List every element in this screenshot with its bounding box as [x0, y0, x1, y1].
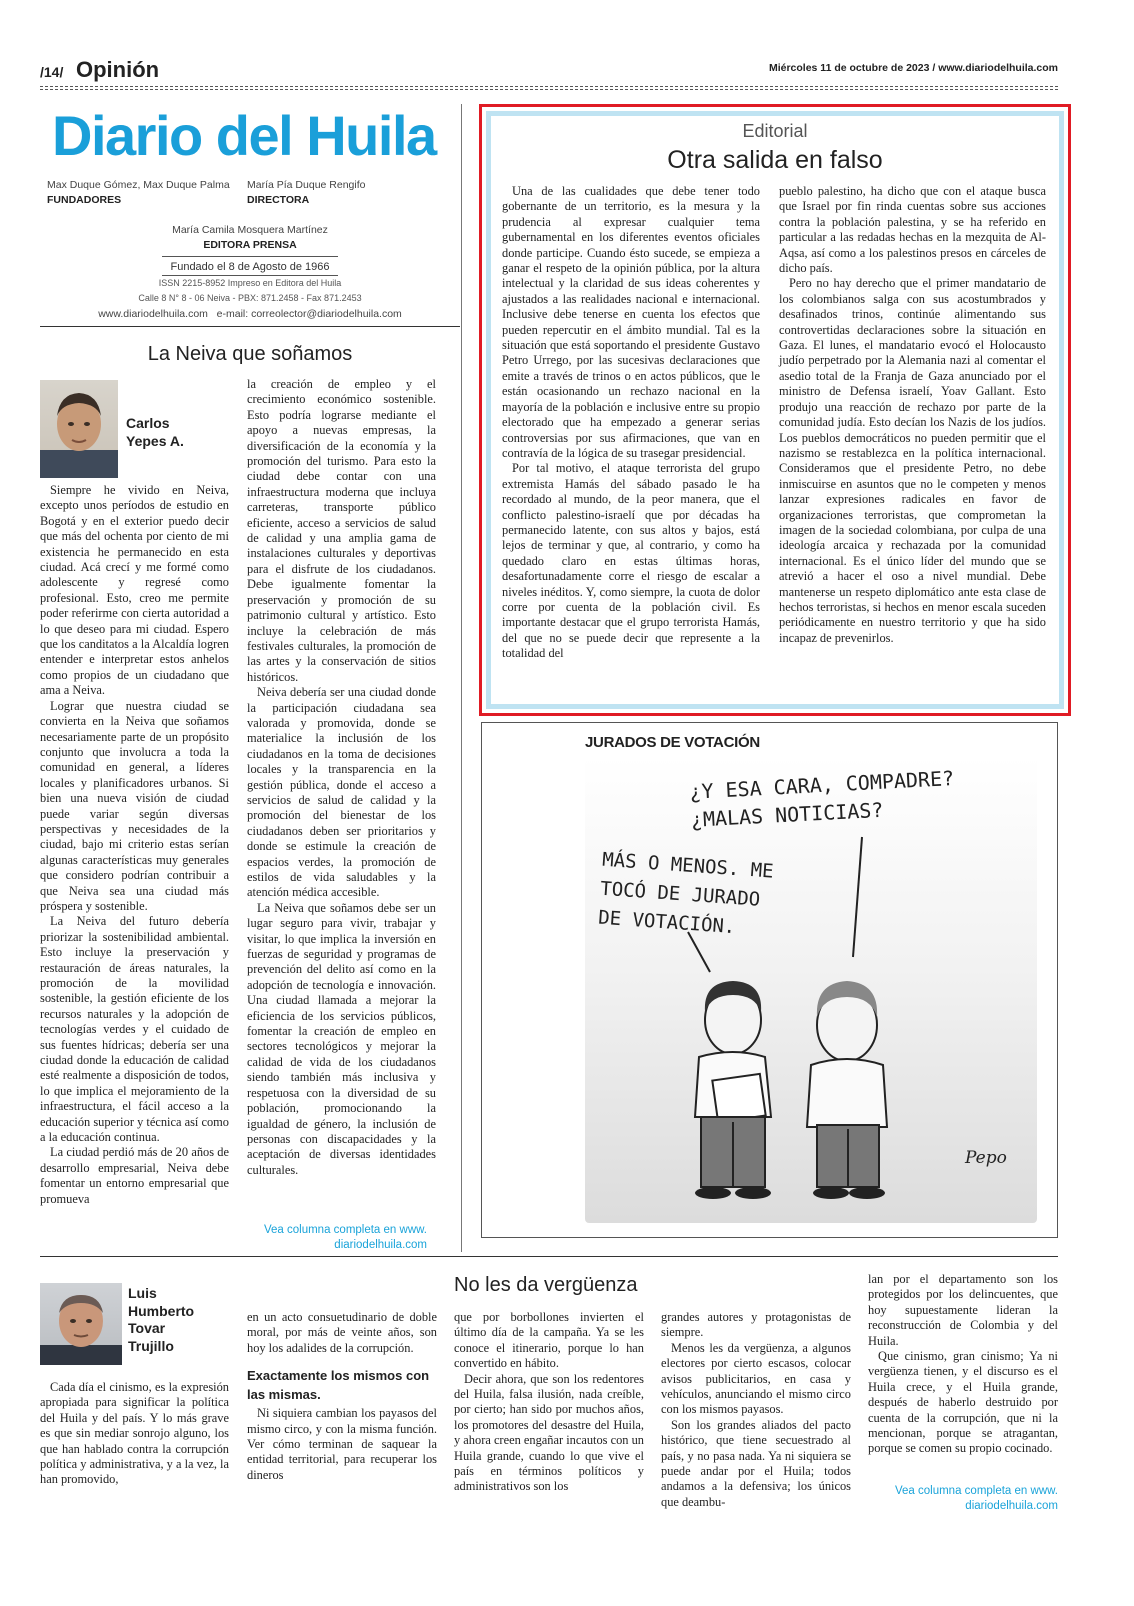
section-bottom-rule	[40, 1256, 1058, 1257]
paragraph: La Neiva del futuro debería priorizar la sostenibilidad ambiental. Esto incluye la preservación y restauración de áreas naturales, la promoción de la movilidad sostenible, la gestión eficiente de los recursos naturales y la adopción de tecnologías verdes y el cuidado de sus fuentes hídricas; debería ser una ciudad donde la educación de calidad esté realmente a disposición de todos, lo que implica el mejoramiento de la infraestructura, el fácil acceso a la educación superior y técnica así como a la educación continua.	[40, 914, 229, 1145]
paragraph: La Neiva que soñamos debe ser un lugar seguro para vivir, trabajar y visitar, lo que implica la inversión en fuerzas de seguridad y programas de prevención del delito así como en la adopción de tecnología e innovación. Una ciudad llamada a mejorar la eficiencia de los servicios públicos, fomentar la creación de empleo en sectores tecnológicos y mejorar la calidad de vida de los ciudadanos siendo también más inclusiva y respetuosa con la diversidad de su población, promocionando la igualdad de género, la inclusión de personas con discapacidades y la aceptación de diversas identidades culturales.	[247, 900, 436, 1177]
paragraph: Cada día el cinismo, es la expresión apropiada para significar la política del Huila y del país. Y lo más grave es que sin mediar sonrojo alguno, los que han hablado contra la corrupción política y administrativa, y a la vez, la han promovido,	[40, 1380, 229, 1487]
web-email-line: www.diariodelhuila.com e-mail: correolector@diariodelhuila.com	[98, 308, 402, 320]
column-separator	[461, 104, 462, 1252]
paragraph: Una de las cualidades que debe tener todo gobernante de un territorio, es la mesura y la prudencia al expresar cualquier tema gubernamental en los diferentes eventos oficiales donde participe. Cuando ésto sucede, se empieza a ganar el respeto de la opinión pública, por la altura intelectual y la claridad de sus ideas coherentes y ajustados a las realidades nacional e internacional. Inclusive debe tenerse en cuenta los efectos que pueden repercutir en el ámbito mundial. Tal es la situación que está soportando el presidente Gustavo Petro Urrego, por las sucesivas declaraciones que emite a través de trinos o en actos públicos, que le están ocasionando un rechazo nacional en la mayoría de la población e inclusive entre su propio electorado que ha empezado a generar serias controversias por sus afirmaciones, que van en contravía de la lógica de su trasegar presidencial.	[502, 184, 760, 460]
paragraph: pueblo palestino, ha dicho que con el ataque busca que Israel por fin rinda cuentas sobre sus acciones contra la población palestina, y se ha referido en particular a las redadas hechas en la mezquita de Al-Aqsa, así como a los palestinos presos en cárceles de dicho país.	[779, 184, 1046, 276]
editorial-kicker: Editorial	[742, 121, 808, 141]
editorial-title: Otra salida en falso	[667, 146, 883, 174]
paragraph: lan por el departamento son los protegidos por los delincuentes, que hoy supuestamente lideran la reconstrucción de Colombia y del Huila.	[868, 1272, 1058, 1348]
column-title: La Neiva que soñamos	[147, 343, 353, 365]
column2-text-d	[661, 1310, 851, 1510]
masthead-divider	[162, 256, 338, 257]
paragraph: Menos les da vergüenza, a algunos electores por cierto escasos, colocar avisos publicitarios, en casa y vehículos, anunciando el mismo circo con los mismos payasos.	[661, 1340, 851, 1417]
column2-text-b	[247, 1310, 437, 1483]
address-line: Calle 8 N° 8 - 06 Neiva - PBX: 871.2458 - Fax 871.2453	[138, 293, 362, 303]
paragraph: grandes autores y protagonistas de siempre.	[661, 1310, 851, 1340]
paragraph: que por borbollones invierten el último día de la campaña. Ya se les conoce el itinerario, porque lo han convertido en hábito.	[454, 1310, 644, 1371]
speech-bubble-question: ¿Y ESA CARA, COMPADRE? ¿MALAS NOTICIAS?	[688, 766, 955, 832]
director-label: DIRECTORA	[247, 194, 310, 206]
issn-line: ISSN 2215-8952 Impreso en Editora del Huila	[158, 278, 342, 288]
founders-names: Max Duque Gómez, Max Duque Palma	[47, 179, 230, 191]
author-name-2: Luis Humberto Tovar Trujillo	[128, 1285, 195, 1354]
subheading: Exactamente los mismos con las mismas.	[247, 1368, 430, 1403]
paragraph: Por tal motivo, el ataque terrorista del grupo extremista Hamás del sábado pasado le ha recordado al mundo, de la peor manera, que el conflicto palestino-israelí que por décadas ha permanecido latente, con sus altos y bajos, está lejos de terminar y que, al contrario, y como ha quedado claro en estas últimas horas, desafortunadamente corre el riesgo de escalar a niveles inéditos. Y, como siempre, la cuota de dolor corre por cuenta de la población civil. Es importante destacar que el grupo terrorista Hamás, del que no se puede decir que represente a la totalidad del	[502, 461, 760, 661]
editor-label: EDITORA PRENSA	[203, 239, 297, 251]
newspaper-logo: Diario del Huila	[52, 104, 436, 167]
paragraph: en un acto consuetudinario de doble moral, por más de veinte años, son hoy los adalides de la corrupción.	[247, 1310, 437, 1355]
author-photo-2	[40, 1283, 122, 1365]
column1-text-a	[40, 483, 229, 1207]
column2-text-c	[454, 1310, 644, 1495]
column1-text-b	[247, 377, 436, 1178]
column2-title: No les da vergüenza	[454, 1274, 638, 1296]
founded-date: Fundado el 8 de Agosto de 1966	[170, 261, 330, 273]
editorial-text-a	[502, 184, 760, 662]
paragraph: Ni siquiera cambian los payasos del mismo circo, y con la misma función. Ver cómo terminan de saquear la entidad territorial, para recuperar los dineros	[247, 1406, 437, 1482]
column2-text-a	[40, 1380, 229, 1488]
masthead-divider-2	[162, 275, 338, 276]
paragraph: Que cinismo, gran cinismo; Ya ni vergüenza tienen, y el discurso es el Huila crece, y el Huila grande, después de haberlo destruido por cuenta de la corrupción, que ni la mencionan, porque se atragantan, porque se comen su propio cocinado.	[868, 1349, 1058, 1456]
speech-bubble-answer: MÁS O MENOS. ME TOCÓ DE JURADO DE VOTACIÓN.	[597, 848, 775, 939]
paragraph: Pero no hay derecho que el primer mandatario de los colombianos salga con sus acostumbrados y desafinados trinos, continúe alimentando sus controvertidas declaraciones sobre la situación en Gaza. El lunes, el mandatario evocó el Holocausto judío perpetrado por la Alemania nazi al comentar el asedio total de la Franja de Gaza anunciado por el ministro de Defensa israelí, Yoav Gallant. Esto produjo una reacción de rechazo por parte de la comunidad judía. Esto decían los Nazis de los judíos. Los pueblos democráticos no pueden permitir que el nazismo se restablezca en la política internacional. Consideramos que el presidente Petro, no debe inmiscuirse en asuntos que no le competen y menos lanzar expresiones radicales en favor de organizaciones terroristas, que comprometan la imagen de la sociedad colombiana, por culpa de una ideología arcaica y rechazada por la comunidad internacional. Es el único líder del mundo que se atrevió a hacer el oso a nivel mundial. Debe mantenerse un respeto diplomático ante esta clase de hechos terroristas, si hechos en menor escala suceden periódicamente en nuestro territorio y que ha sido incapaz de prevenirlos.	[779, 276, 1046, 645]
editor-name: María Camila Mosquera Martínez	[172, 224, 328, 236]
cartoon-title: JURADOS DE VOTACIÓN	[585, 734, 760, 751]
paragraph: la creación de empleo y el crecimiento económico sostenible. Esto podría lograrse mediante el apoyo a nuevas empresas, la diversificación de la economía y la promoción del turismo. Para esto la ciudad debe contar con una infraestructura moderna que incluya carreteras, transporte público eficiente, acceso a servicios de salud de calidad y una amplia gama de instalaciones culturales y deportivas para el disfrute de los ciudadanos. Debe igualmente fomentar la preservación y promoción de su patrimonio cultural y artístico. Esto incluye la celebración de más festivales culturales, la promoción de las artes y la conservación de sitios históricos.	[247, 377, 436, 684]
cartoonist-signature: Pepo	[965, 1148, 1007, 1168]
header-rule-2	[40, 89, 1058, 90]
author-photo	[40, 380, 118, 478]
header-rule	[40, 86, 1058, 87]
director-name: María Pía Duque Rengifo	[247, 179, 366, 191]
author-name: Carlos Yepes A.	[126, 415, 184, 449]
read-more-link[interactable]: Vea columna completa en www. diariodelhuila.com	[263, 1224, 427, 1251]
column2-text-e	[868, 1272, 1058, 1457]
paragraph: Neiva debería ser una ciudad donde la participación ciudadana sea valorada y promovida, donde se materialice la inclusión de los ciudadanos en la toma de decisiones locales y la transparencia en la gestión pública, donde el acceso a servicios de salud de calidad y la promoción del bienestar de los ciudadanos deben ser prioritarios y donde se estimule la creación de espacios verdes, la promoción de estilos de vida saludables y la atención médica accesible.	[247, 685, 436, 900]
section-title: Opinión	[76, 57, 160, 82]
read-more-link-2[interactable]: Vea columna completa en www. diariodelhuila.com	[894, 1485, 1058, 1512]
paragraph: Decir ahora, que son los redentores del Huila, falsa ilusión, nada creíble, por cierto; han sido por muchos años, los promotores del desastre del Huila, y ahora creen engañar incautos con un Huila grande, cuando lo que vive el país en términos políticos y administrativos son los	[454, 1371, 644, 1494]
masthead-bottom-rule	[40, 326, 460, 327]
founders-label: FUNDADORES	[47, 194, 122, 206]
paragraph: Lograr que nuestra ciudad se convierta en la Neiva que soñamos necesariamente parte de un propósito conjunto que involucra a toda la comunidad en general, a líderes locales y planificadores urbanos. Si bien una nueva visión de ciudad puede variar según diversas perspectivas y necesidades de la ciudad, bajo mi criterio estas serían algunas características muy generales que considero podrían contribuir a que Neiva sea una ciudad más próspera y sostenible.	[40, 698, 229, 913]
page-number: /14/	[40, 64, 64, 80]
paragraph: Siempre he vivido en Neiva, excepto unos períodos de estudio en Bogotá y en el exterior puedo decir que más del ochenta por ciento de mi existencia he permanecido en esta ciudad. Acá crecí y me formé como adolescente y regresé como profesional. Esto, creo me permite poder referirme con cierta autoridad a lo que deseo para mi ciudad. Espero que los canditatos a la Alcaldía logren entender e interpretar estos anhelos como propios de un ciudadano que ama a Neiva.	[40, 483, 229, 698]
paragraph: La ciudad perdió más de 20 años de desarrollo empresarial, Neiva debe fomentar un entorno empresarial que promueva	[40, 1145, 229, 1206]
editorial-text-b	[779, 184, 1046, 646]
date-and-site: Miércoles 11 de octubre de 2023 / www.diariodelhuila.com	[768, 62, 1058, 74]
paragraph: Son los grandes aliados del pacto histórico, que tiene secuestrado al país, y no pasa nada. Ya ni siquiera se puede andar por el Huila; todos andamos a la defensiva; los únicos que deambu-	[661, 1417, 851, 1509]
